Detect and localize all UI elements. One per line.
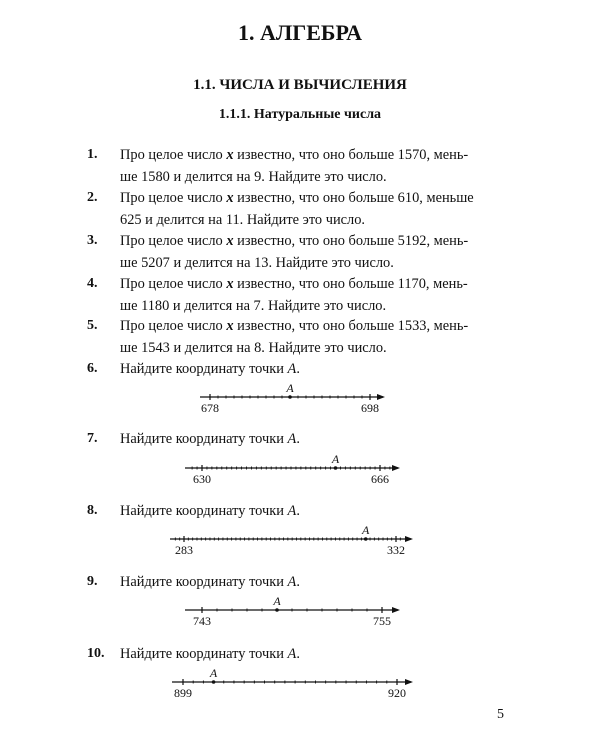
axis-arrow xyxy=(392,465,400,471)
point-a-label: A xyxy=(362,523,370,537)
left-label: 630 xyxy=(193,472,211,486)
point-a xyxy=(288,395,292,399)
axis-arrow xyxy=(405,679,413,685)
number-line-7 xyxy=(0,452,600,488)
right-label: 920 xyxy=(388,686,406,700)
problem-text: Про целое число x известно, что оно больше 1533, мень- ше 1543 и делится на 8. Найдите это число. xyxy=(120,318,469,356)
problem-number: 1. xyxy=(87,147,98,162)
problem-number: 4. xyxy=(87,276,98,291)
right-label: 755 xyxy=(373,614,391,628)
problem-text: Найдите координату точки A. xyxy=(120,574,300,590)
right-label: 666 xyxy=(371,472,389,486)
page-number: 5 xyxy=(497,707,504,722)
left-label: 899 xyxy=(174,686,192,700)
axis-arrow xyxy=(405,536,413,542)
problem-text: Найдите координату точки A. xyxy=(120,646,300,662)
problem-number: 9. xyxy=(87,574,98,589)
chapter-title: 1. АЛГЕБРА xyxy=(237,20,362,45)
variable-x: x xyxy=(226,190,234,206)
problem-number: 2. xyxy=(87,190,98,205)
point-name: A xyxy=(287,361,297,377)
problem-number: 6. xyxy=(87,361,98,376)
right-label: 332 xyxy=(387,543,405,557)
left-label: 678 xyxy=(201,401,219,415)
problem-number: 10. xyxy=(87,646,105,661)
variable-x: x xyxy=(226,276,234,292)
point-a-label: A xyxy=(286,381,294,395)
section-title: 1.1. ЧИСЛА И ВЫЧИСЛЕНИЯ xyxy=(193,77,407,93)
problem-text: Про целое число x известно, что оно больше 610, меньше 625 и делится на 11. Найдите это число. xyxy=(120,190,474,228)
point-a xyxy=(334,466,338,470)
number-line-6 xyxy=(0,381,600,417)
point-name: A xyxy=(287,574,297,590)
point-a xyxy=(212,680,216,684)
variable-x: x xyxy=(226,147,234,163)
point-a xyxy=(275,608,279,612)
subsection-title: 1.1.1. Натуральные числа xyxy=(218,107,382,122)
point-name: A xyxy=(287,431,297,447)
point-a xyxy=(364,537,368,541)
left-label: 743 xyxy=(193,614,211,628)
point-a-label: A xyxy=(209,666,218,680)
problem-number: 8. xyxy=(87,503,98,518)
point-name: A xyxy=(287,646,297,662)
problem-text: Найдите координату точки A. xyxy=(120,431,300,447)
number-line-9 xyxy=(0,594,600,630)
right-label: 698 xyxy=(361,401,379,415)
point-a-label: A xyxy=(273,594,281,608)
axis-arrow xyxy=(392,607,400,613)
point-name: A xyxy=(287,503,297,519)
axis-arrow xyxy=(377,394,385,400)
problem-number: 7. xyxy=(87,431,98,446)
left-label: 283 xyxy=(175,543,193,557)
problem-text: Про целое число x известно, что оно больше 1570, мень- ше 1580 и делится на 9. Найдите это число. xyxy=(120,147,469,185)
number-line-10 xyxy=(0,666,600,702)
number-line-8 xyxy=(0,523,600,559)
problem-text: Найдите координату точки A. xyxy=(120,361,300,377)
problem-number: 3. xyxy=(87,233,98,248)
variable-x: x xyxy=(226,233,234,249)
point-a-label: A xyxy=(331,452,340,466)
problem-text: Про целое число x известно, что оно больше 1170, мень- ше 1180 и делится на 7. Найдите это число. xyxy=(120,276,468,314)
problem-number: 5. xyxy=(87,318,98,333)
problem-text: Найдите координату точки A. xyxy=(120,503,300,519)
problem-text: Про целое число x известно, что оно больше 5192, мень- ше 5207 и делится на 13. Найдите это число. xyxy=(120,233,469,271)
variable-x: x xyxy=(226,318,234,334)
